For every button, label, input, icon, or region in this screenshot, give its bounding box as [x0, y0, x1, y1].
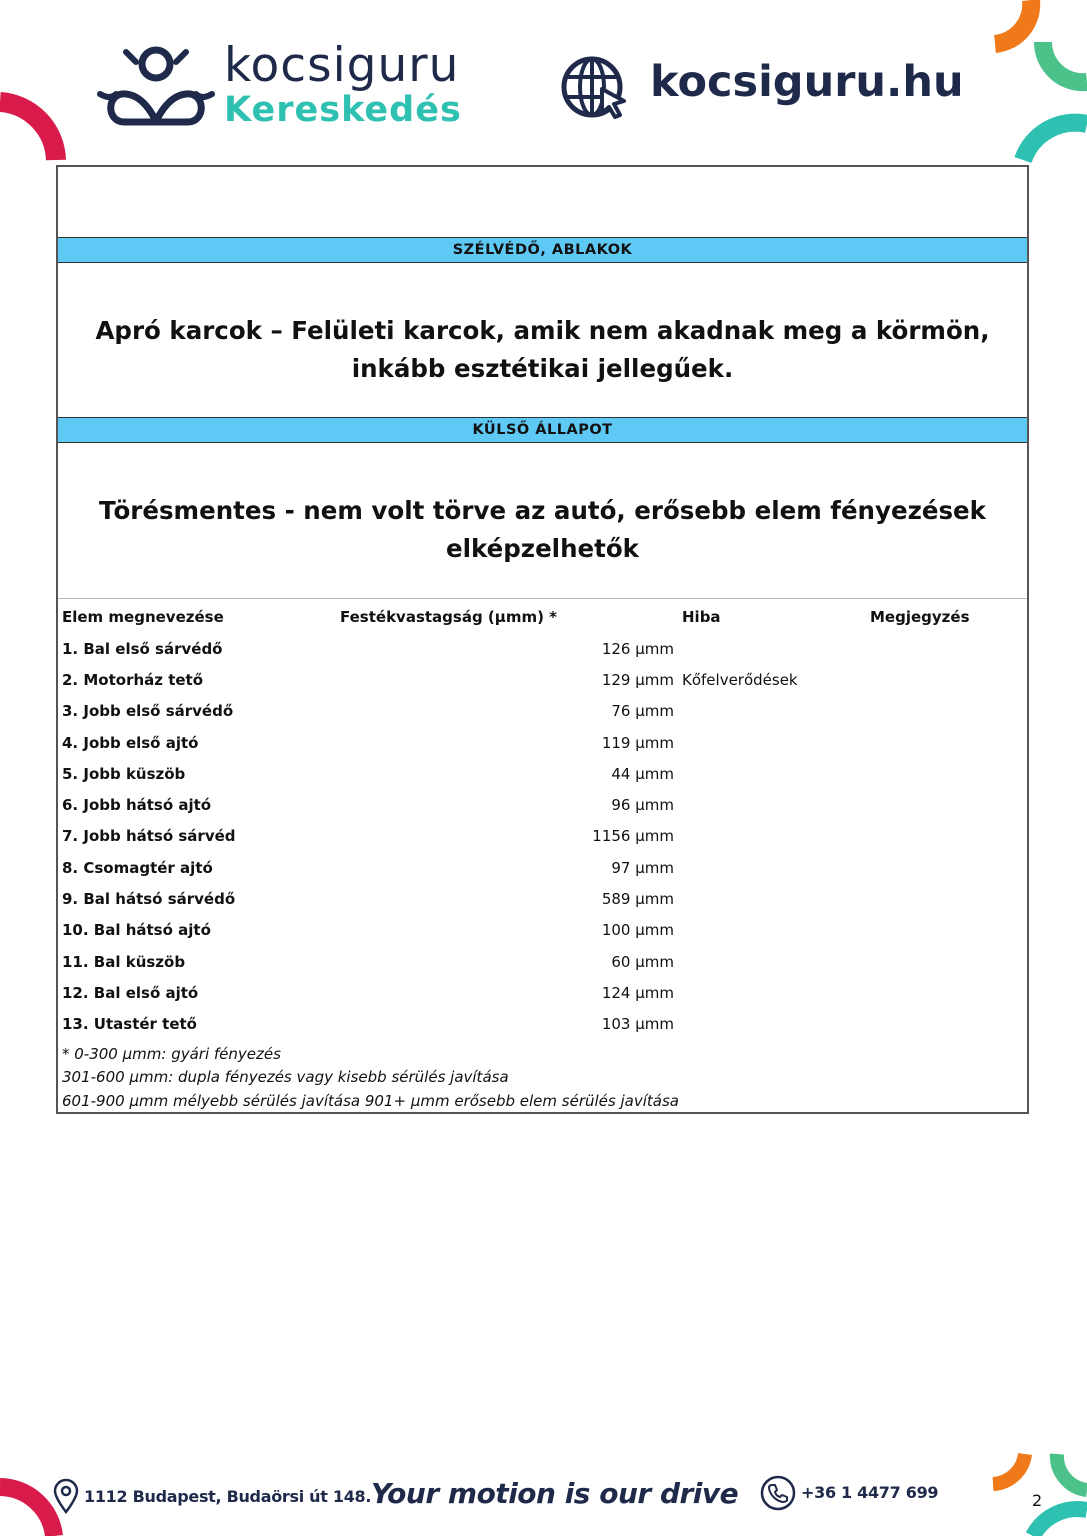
element-name: 2. Motorház tető	[62, 670, 204, 689]
paint-thickness-table	[58, 601, 1027, 1040]
globe-cursor-icon	[560, 55, 630, 123]
legend-line: 301-600 µmm: dupla fényezés vagy kisebb sérülés javítása	[62, 1068, 509, 1087]
note-cell	[866, 633, 1027, 664]
thickness-value: 119 µmm	[601, 733, 674, 752]
element-name: 9. Bal hátsó sárvédő	[62, 890, 236, 909]
thickness-value: 60 µmm	[611, 952, 674, 971]
phone-icon	[760, 1475, 796, 1511]
guru-meditation-icon	[96, 42, 216, 134]
element-name: 11. Bal küszöb	[62, 952, 186, 971]
thickness-value: 589 µmm	[601, 890, 674, 909]
thickness-value: 97 µmm	[611, 858, 674, 877]
section-header-exterior: KÜLSŐ ÁLLAPOT	[58, 417, 1027, 443]
fault-cell	[678, 821, 866, 852]
corner-decoration-top-left	[0, 90, 70, 170]
thickness-value: 126 µmm	[601, 639, 674, 658]
column-header-thickness: Festékvastagság (µmm) *	[340, 608, 558, 626]
table-row	[58, 946, 1027, 977]
fault-cell	[678, 758, 866, 789]
element-name: 10. Bal hátsó ajtó	[62, 921, 211, 940]
fault-cell	[678, 883, 866, 914]
table-row	[58, 883, 1027, 914]
column-header-element: Elem megnevezése	[62, 608, 224, 626]
thickness-value: 44 µmm	[611, 764, 674, 783]
thickness-value: 100 µmm	[601, 921, 674, 940]
note-cell	[866, 883, 1027, 914]
table-row	[58, 915, 1027, 946]
exterior-statement: Törésmentes - nem volt törve az autó, erősebb elem fényezések elképzelhetők	[99, 496, 986, 563]
note-cell	[866, 1009, 1027, 1040]
fault-cell	[678, 915, 866, 946]
table-row	[58, 1009, 1027, 1040]
note-cell	[866, 946, 1027, 977]
fault-cell	[678, 727, 866, 758]
page-number: 2	[1032, 1491, 1043, 1510]
brand-name: kocsiguru	[224, 38, 460, 93]
table-header-row	[58, 601, 1027, 633]
table-row	[58, 633, 1027, 664]
element-name: 8. Csomagtér ajtó	[62, 858, 213, 877]
thickness-value: 1156 µmm	[592, 827, 674, 846]
element-name: 12. Bal első ajtó	[62, 983, 199, 1002]
note-cell	[866, 758, 1027, 789]
fault-cell	[678, 789, 866, 820]
table-row	[58, 727, 1027, 758]
table-row	[58, 977, 1027, 1008]
thickness-value: 96 µmm	[611, 796, 674, 815]
fault-cell	[678, 696, 866, 727]
corner-decoration-top-right	[975, 0, 1087, 165]
element-name: 3. Jobb első sárvédő	[62, 702, 234, 721]
note-cell	[866, 727, 1027, 758]
page-footer	[0, 1470, 1087, 1530]
element-name: 13. Utastér tető	[62, 1015, 197, 1034]
windshield-statement: Apró karcok – Felületi karcok, amik nem akadnak meg a körmön, inkább esztétikai jellegűek.	[95, 316, 990, 383]
table-row	[58, 789, 1027, 820]
table-row	[58, 664, 1027, 695]
note-cell	[866, 852, 1027, 883]
section-header-windshield: SZÉLVÉDŐ, ABLAKOK	[58, 237, 1027, 263]
element-name: 4. Jobb első ajtó	[62, 733, 199, 752]
footer-slogan: Your motion is our drive	[371, 1477, 739, 1510]
thickness-value: 124 µmm	[601, 983, 674, 1002]
thickness-value: 76 µmm	[611, 702, 674, 721]
legend-line: 601-900 µmm mélyebb sérülés javítása 901+ µmm erősebb elem sérülés javítása	[62, 1091, 679, 1110]
brand-subtitle: Kereskedés	[224, 90, 462, 130]
note-cell	[866, 915, 1027, 946]
fault-cell	[678, 633, 866, 664]
footer-address: 1112 Budapest, Budaörsi út 148.	[84, 1487, 372, 1506]
table-row	[58, 696, 1027, 727]
footer-phone: +36 1 4477 699	[801, 1483, 939, 1502]
table-row	[58, 852, 1027, 883]
element-name: 7. Jobb hátsó sárvéd	[62, 827, 236, 846]
element-name: 1. Bal első sárvédő	[62, 639, 223, 658]
note-cell	[866, 821, 1027, 852]
note-cell	[866, 789, 1027, 820]
brand-logo	[96, 38, 476, 138]
table-row	[58, 821, 1027, 852]
legend-line: * 0-300 µmm: gyári fényezés	[62, 1045, 281, 1063]
inspection-report-table	[56, 165, 1029, 1114]
table-row	[58, 758, 1027, 789]
note-cell	[866, 977, 1027, 1008]
fault-cell	[678, 977, 866, 1008]
thickness-legend	[62, 1043, 679, 1113]
element-name: 5. Jobb küszöb	[62, 764, 186, 783]
location-pin-icon	[52, 1478, 80, 1514]
column-header-note: Megjegyzés	[870, 608, 970, 626]
table-divider	[58, 598, 1027, 599]
fault-cell	[678, 946, 866, 977]
fault-cell: Kőfelverődések	[682, 670, 798, 689]
note-cell	[866, 696, 1027, 727]
note-cell	[866, 664, 1027, 695]
fault-cell	[678, 852, 866, 883]
website-logo	[560, 55, 980, 125]
column-header-fault: Hiba	[682, 608, 721, 626]
thickness-value: 103 µmm	[601, 1015, 674, 1034]
thickness-value: 129 µmm	[601, 670, 674, 689]
website-address: kocsiguru.hu	[650, 57, 964, 107]
element-name: 6. Jobb hátsó ajtó	[62, 796, 212, 815]
fault-cell	[678, 1009, 866, 1040]
